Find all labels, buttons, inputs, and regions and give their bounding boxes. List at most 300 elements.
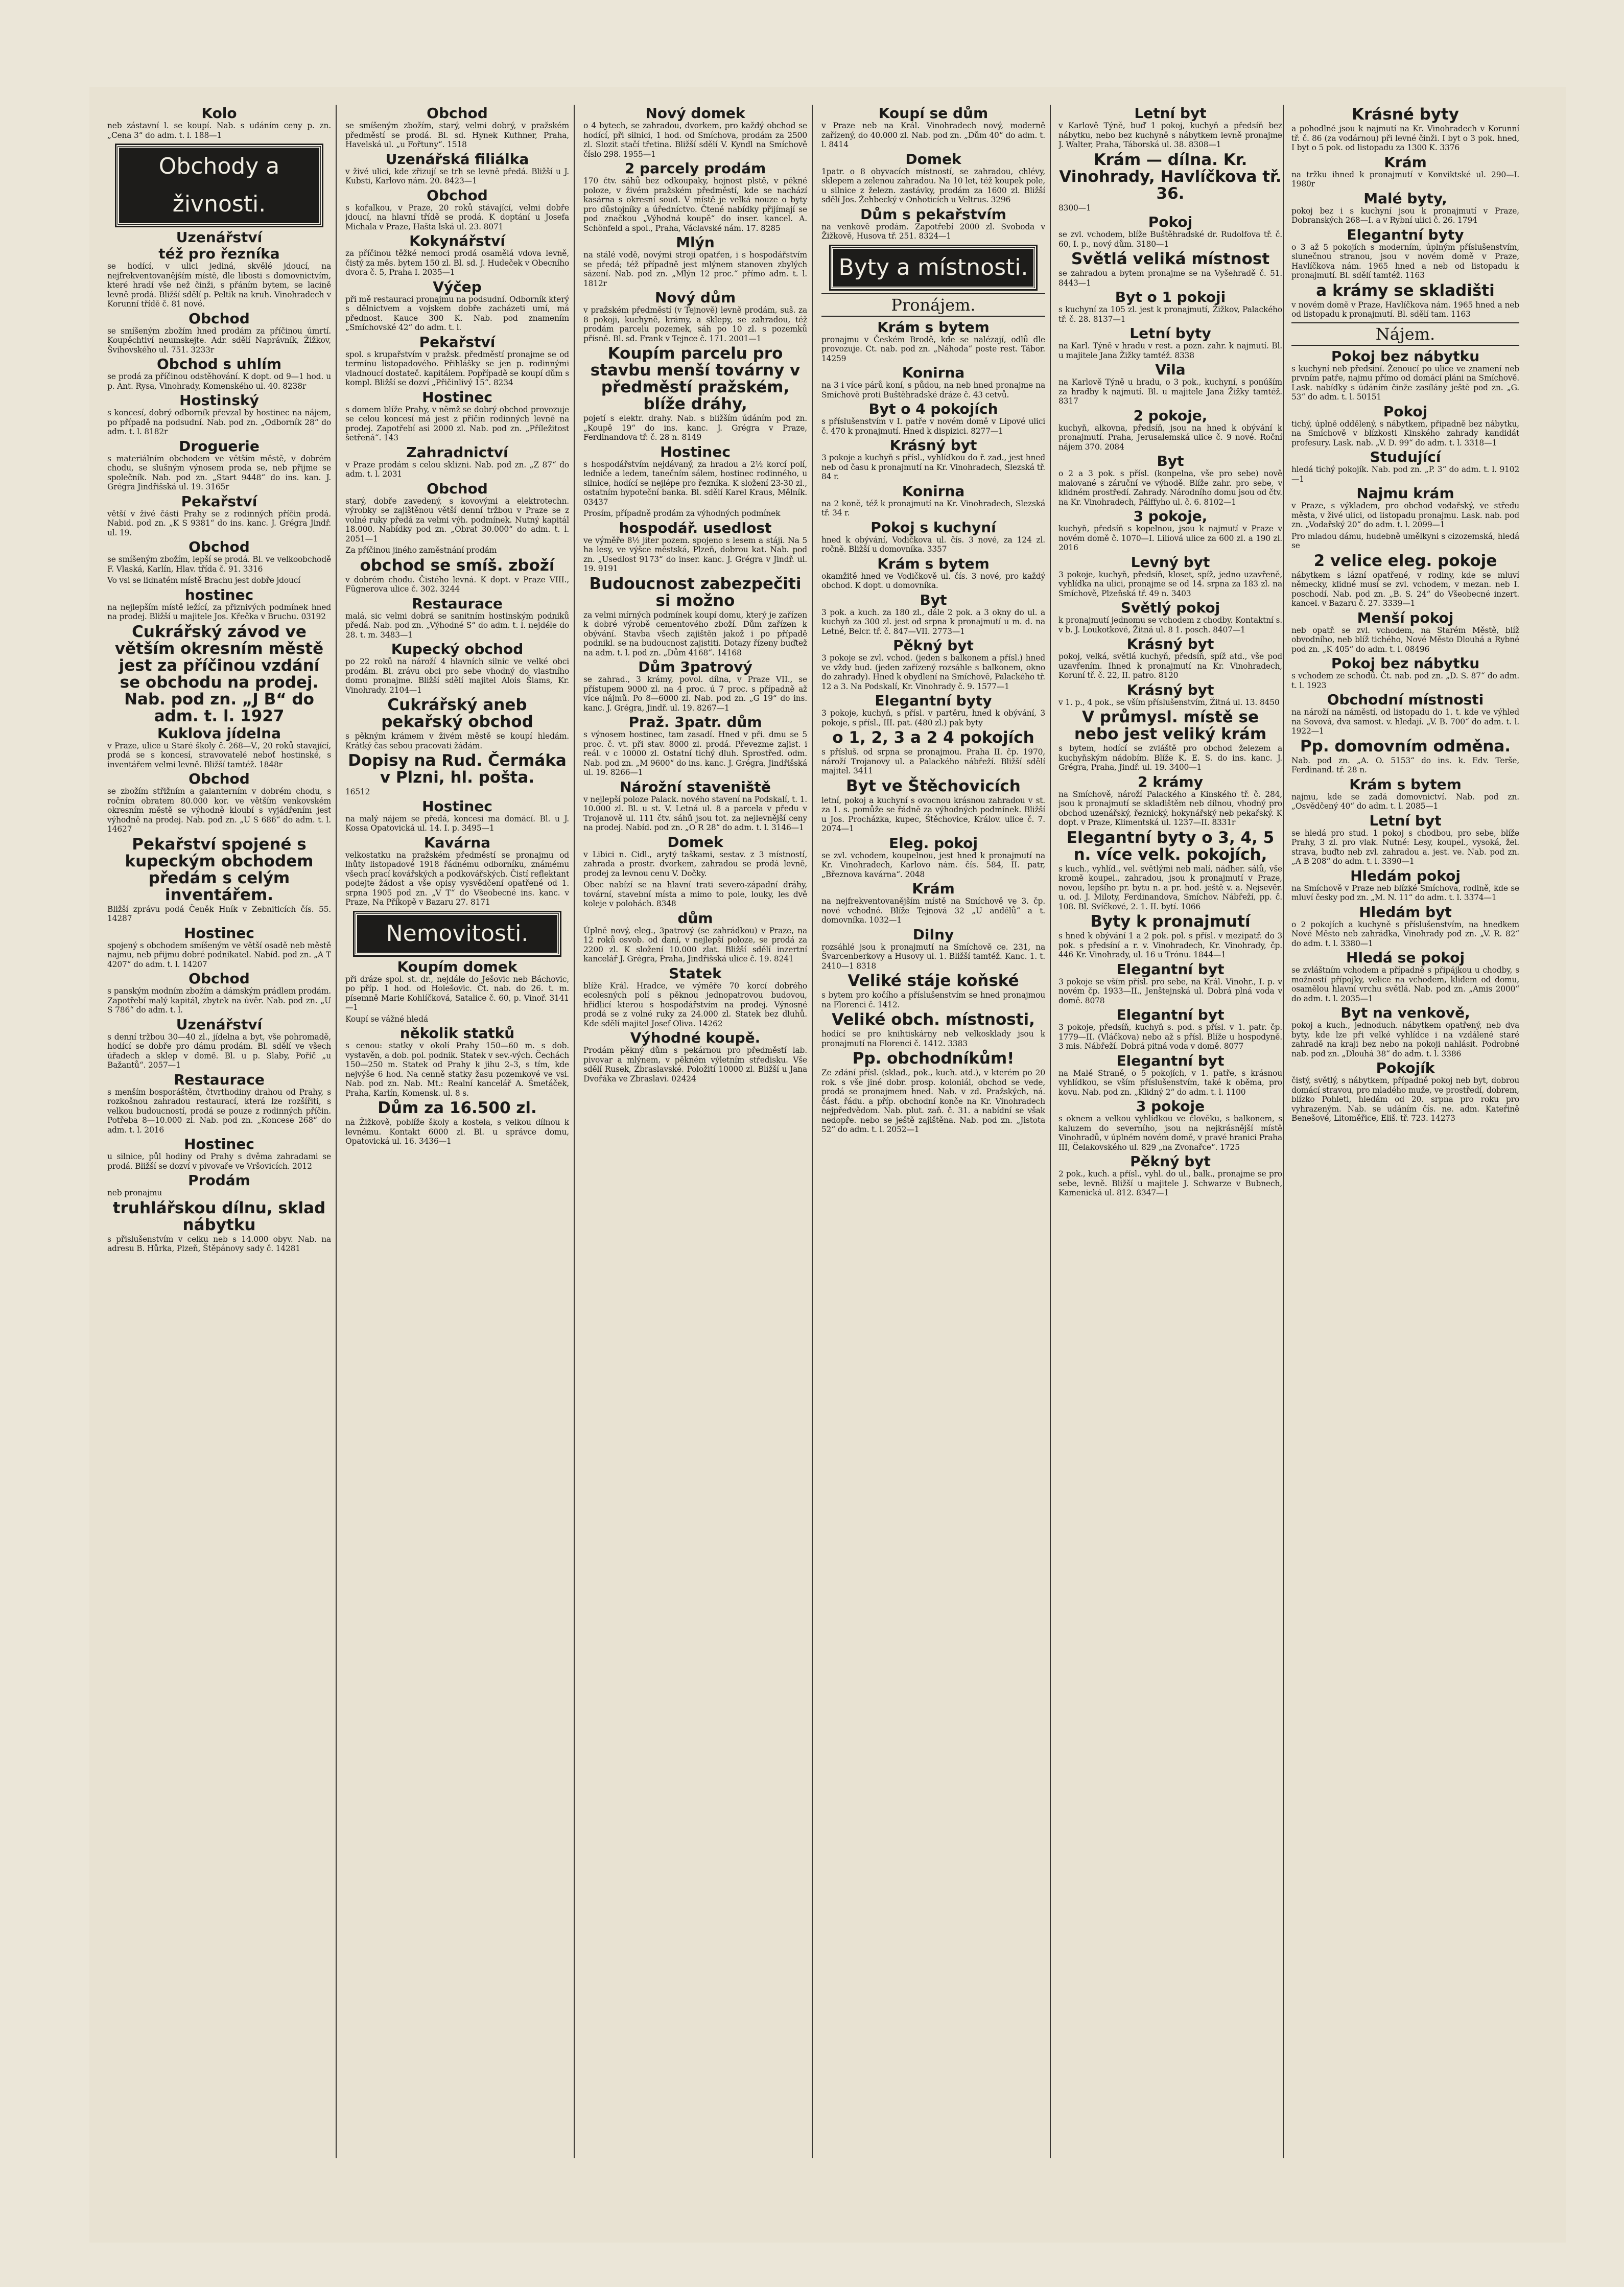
ad-heading: Obchod xyxy=(427,186,488,204)
classified-ad xyxy=(821,402,1045,436)
ad-text: Koupí se vážné hledá xyxy=(345,1014,428,1024)
classified-ad xyxy=(107,494,331,538)
ad-text: s výnosem hostinec, tam zasadí. Hned v při. dmu se 5 proc. č. vt. při stav. 8000 zl. prodá. Převezme zajist. i reál. v c 10000 zl. Ostatní tichý dluh. Sprostřed. odm. Nab. pod zn. „M 9600“ do ins. kanc. J. Grégra, Jindřišská ul. 19. 8266—1 xyxy=(583,730,807,777)
ad-text: pokoj bez i s kuchyní jsou k pronajmutí v Praze, Dobranských 268—I. a v Rybní ulici č. 26. 1794 xyxy=(1291,206,1519,225)
ad-heading: Letní byty xyxy=(1129,325,1211,342)
classified-ad xyxy=(1291,227,1519,280)
ad-heading: Konirna xyxy=(902,482,965,500)
ad-text: při mě restauraci pronajmu na podsudní. Odborník který s dělnictvem a vojskem dobře zacházeti umí, má přednost. Kauce 300 K. Nab. pod znamením „Smíchovské 42“ do adm. t. l. xyxy=(345,294,569,332)
ad-heading-large: Krásné byty xyxy=(1352,105,1459,124)
ad-text: se smíšeným zbožím, lepší se prodá. Bl. ve velkoobchodě F. Vlaská, Karlín, Hlav. třída č. 91. 3316 xyxy=(107,555,331,574)
ad-text: hodící se pro knihtiskárny neb velkosklady jsou k pronajmutí na Florenci č. 1412. 3383 xyxy=(821,1029,1045,1048)
classified-ad xyxy=(345,557,569,594)
ad-text: k pronajmutí jednomu se vchodem z chodby. Kontaktní s. v b. J. Loukotkové, Žitná ul. 8 1. posch. 8407—1 xyxy=(1058,616,1282,634)
classified-ad xyxy=(1058,913,1282,960)
classified-ad xyxy=(1291,813,1519,866)
classified-ad xyxy=(1291,950,1519,1003)
classified-ad xyxy=(583,521,807,574)
ad-text: u silnice, půl hodiny od Prahy s dvěma zahradami se prodá. Bližší se dozví v pivovaře ve Vršovicích. 2012 xyxy=(107,1152,331,1171)
ad-heading: 3 pokoje xyxy=(1136,1098,1205,1115)
ad-text: se zahradou a bytem pronajme se na Vyšehradě č. 51. 8443—1 xyxy=(1058,269,1282,288)
ad-text: s panským modním zbožím a dámským prádlem prodám. Zapotřebí malý kapitál, zbytek na úvěr. Nab. pod zn. „U S 786“ do adm. t. l. xyxy=(107,986,331,1015)
classified-ad xyxy=(1291,692,1519,736)
classified-ad xyxy=(821,881,1045,925)
ad-text: za příčinou těžké nemoci prodá osamělá vdova levně, čistý za měs. bytem 150 zl. Bl. sd. J. Hudeček v Obecního dvora č. 5, Praha I. 2035—1 xyxy=(345,249,569,277)
ad-heading: Pokoj bez nábytku xyxy=(1331,655,1480,672)
classified-ad xyxy=(821,106,1045,150)
ad-heading: Výhodné koupě. xyxy=(630,1029,761,1046)
classified-ad xyxy=(1058,636,1282,680)
ad-text: při dráze spol. st. dr., nejdále do Ješovic neb Báchovic, po příp. 1 hod. od Holešovic. Čt. nab. do 26. t. m. písemně Marie Kohlíčková, Satalice č. 60, p. Vinoř. 3141—1 xyxy=(345,974,569,1012)
ad-text: spojený s obchodem smíšeným ve větší osadě neb městě najmu, neb přijmu dobré podnikatel. Nabíd. pod zn. „A T 4207“ do adm. t. l. 14207 xyxy=(107,940,331,969)
ad-text: neb pronajmu xyxy=(107,1188,162,1197)
classified-ad xyxy=(1291,106,1519,153)
classified-ad xyxy=(1058,362,1282,406)
classified-ad xyxy=(107,587,331,622)
classified-ad xyxy=(345,546,569,555)
ad-text: v Praze prodám s celou sklizni. Nab. pod zn. „Z 87“ do adm. t. l. 2031 xyxy=(345,460,569,479)
column-rule xyxy=(812,105,813,2158)
classified-ad xyxy=(1058,408,1282,452)
ad-text: s vchodem ze schodů. Čt. nab. pod zn. „D. S. 87“ do adm. t. l. 1923 xyxy=(1291,671,1519,690)
classified-ad xyxy=(1058,290,1282,324)
ad-text: na 3 i více párů koní, s půdou, na neb hned pronajme na Smíchově proti Buštěhradské dráze č. 43 cetvů. xyxy=(821,381,1045,399)
ad-text: Nab. pod zn. „A. O. 5153“ do ins. k. Edv. Terše, Ferdinand. tř. 28 n. xyxy=(1291,756,1519,774)
ad-text: malá, sic velmi dobrá se sanitním hostinským podniků předá. Nab. pod zn. „Výhodné S“ do adm. t. l. nejdéle do 28. t. m. 3483—1 xyxy=(345,611,569,640)
ad-heading: Byt xyxy=(1157,453,1184,469)
ad-column-3 xyxy=(583,105,807,2174)
ad-heading: 2 parcely prodám xyxy=(624,160,766,177)
ad-heading: Kokynářství xyxy=(409,232,505,249)
classified-ad xyxy=(345,106,569,150)
ad-heading: Konirna xyxy=(902,364,965,381)
classified-ad xyxy=(345,959,569,1012)
ad-heading: Hledám pokoj xyxy=(1350,867,1461,884)
ad-heading: Kupecký obchod xyxy=(391,641,524,657)
ad-heading: Byt o 4 pokojích xyxy=(868,400,998,417)
ad-heading: 2 krámy xyxy=(1138,773,1203,790)
ad-heading: Obchod xyxy=(189,970,250,987)
ad-heading: Zahradnictví xyxy=(406,443,508,461)
ad-text: v živé ulici, kde zřizují se trh se levně předá. Bližší u J. Kubsti, Karlovo nám. 20. 8423—1 xyxy=(345,167,569,185)
ad-heading-large: Byty k pronajmutí xyxy=(1090,912,1251,931)
ad-text: ve výměře 8½ jiter pozem. spojeno s lesem a stáji. Na 5 ha lesy, ve výšce městská, Plzeň, dobrou kat. Nab. pod zn. „Usedlost 9173“ do inser. kanc. J. Grégra v Jindř. ul. 19. 9191 xyxy=(583,535,807,573)
classified-ad xyxy=(107,1137,331,1171)
classified-ad xyxy=(107,1017,331,1070)
classified-ad xyxy=(1291,486,1519,530)
ad-text: o 4 bytech, se zahradou, dvorkem, pro každý obchod se hodící, při silnici, 1 hod. od Smíchova, prodám za 2500 zl. Slozit stačí třetina. Bližší sdělí V. Kyndl na Smíchově číslo 298. 1955—1 xyxy=(583,121,807,159)
ad-text: s přislušenstvím v celku neb s 14.000 obyv. Nab. na adresu B. Hůrka, Plzeň, Štěpánovy sady č. 14281 xyxy=(107,1234,331,1253)
ad-text: v Karlově Týně, buď 1 pokoj, kuchyň a předsíň bez nábytku, nebo bez kuchyně s nábytkem levně pronajme J. Walter, Praha, Táborská ul. 38. 8308—1 xyxy=(1058,121,1282,149)
classified-ad xyxy=(821,520,1045,554)
ad-heading: Krásný byt xyxy=(1126,681,1214,698)
ad-heading: Nárožní staveniště xyxy=(620,778,771,795)
ad-heading: Elegantní byt xyxy=(1116,960,1225,978)
ad-text: Obec nabízí se na hlavní trati severo-západní dráhy, tovární, stavební místa a mimo to pole, louky, les dvě koleje v polohách. 8348 xyxy=(583,880,807,908)
classified-ad xyxy=(1058,1154,1282,1198)
classified-ad xyxy=(821,593,1045,636)
ad-heading: Elegantní byty xyxy=(875,692,992,709)
ad-text: se zvláštním vchodem a případně s připájkou u chodby, s možností přípojky, velice na vchodem, klidem od domu, osamělou hlavní vrchu světlá. Nab. pod zn. „Amis 2000“ do adm. t. l. 2035—1 xyxy=(1291,965,1519,1003)
ad-text: v Praze, ulice u Staré školy č. 268—V., 20 roků stavající, prodá se s koncesí, stravovatelé neboť hostinské, s inventářem velmi levně. Bližší tamtéž. 1848r xyxy=(107,741,331,769)
ad-heading-large: Elegantní byty o 3, 4, 5 n. více velk. pokojích, xyxy=(1066,828,1275,864)
ad-text: s koncesí, dobrý odborník převzal by hostinec na nájem, po případě na podsudní. Nab. pod zn. „Odborník 28“ do adm. t. l. 8182r xyxy=(107,408,331,436)
classified-ad xyxy=(345,390,569,443)
classified-ad xyxy=(107,624,331,725)
ad-heading-large: Pekařství spojené s kupeckým obchodem předám s celým inventářem. xyxy=(125,835,314,904)
classified-ad xyxy=(1058,152,1282,213)
ad-heading: Mlýn xyxy=(676,234,715,251)
classified-ad xyxy=(345,188,569,232)
ad-heading: Uzenářská filiálka xyxy=(385,150,529,168)
classified-ad xyxy=(107,230,331,309)
ad-heading-large: a krámy se skladišti xyxy=(1316,281,1495,300)
ad-heading-large: Budoucnost zabezpečiti si možno xyxy=(589,574,802,610)
ad-text: s denní tržbou 30—40 zl., jídelna a byt, vše pohromadě, hodící se dobře pro dámu prodám. Bl. sdělí ve všech úřadech a sklep v domě. Bl. u p. Slaby, Poříč „u Bažantů“. 2057—1 xyxy=(107,1032,331,1070)
classified-ad xyxy=(345,642,569,695)
ad-column-5 xyxy=(1058,105,1282,2174)
classified-ad xyxy=(583,576,807,658)
ad-column-6 xyxy=(1291,105,1519,2174)
ad-heading: Elegantní byt xyxy=(1116,1006,1225,1023)
ad-heading: Obchod xyxy=(427,480,488,497)
ad-heading: hostinec xyxy=(184,586,254,603)
ad-heading: Hledá se pokoj xyxy=(1346,949,1465,966)
ad-text: v Praze neb na Král. Vinohradech nový, moderně zařízený, do 40.000 zl. Nab. pod zn. „Dům 40“ do adm. t. l. 8414 xyxy=(821,121,1045,149)
ad-heading: Krám xyxy=(1384,153,1427,171)
ad-heading: Krásný byt xyxy=(889,437,977,454)
ad-heading: Obchod xyxy=(427,105,488,122)
classified-ad xyxy=(821,293,1045,317)
ad-text: 8300—1 xyxy=(1058,203,1091,213)
ad-text: hned k obývání, Vodičkova ul. čís. 3 nové, za 124 zl. ročně. Bližší u domovníka. 3357 xyxy=(821,535,1045,554)
classified-ad xyxy=(345,752,569,797)
classified-ad xyxy=(1291,404,1519,448)
ad-text: na stálé vodě, novými stroji opatřen, i s hospodářstvím se předá; též případně jest mlýnem stanoven zbylých sázení. Nab. pod zn. „Mlýn 12 proc.“ přímo adm. t. l. 1812r xyxy=(583,250,807,288)
ad-heading: Levný byt xyxy=(1131,553,1210,571)
classified-ad xyxy=(1058,509,1282,553)
ad-text: v Libici n. Cidl., arytý taškami, sestav. z 3 místností, zahrada a prostr. dvorkem, zahradou se prodá levně, prodej za levnou cenu V. Dočky. xyxy=(583,850,807,878)
ad-column-1 xyxy=(107,105,331,2174)
classified-ad xyxy=(345,697,569,750)
ad-heading-large: Byt ve Štěchovicích xyxy=(846,776,1021,795)
ad-text: se zvl. vchodem, blíže Buštěhradské dr. Rudolfova tř. č. 60, I. p., nový dům. 3180—1 xyxy=(1058,230,1282,249)
ad-text: rozsáhlé jsou k pronajmutí na Smíchově ce. 231, na Švarcenberkovy a Husovy ul. 1. Bližší tamtéž. Kanc. 1. t. 2410—1 8318 xyxy=(821,942,1045,971)
ad-heading: Malé byty, xyxy=(1363,190,1447,207)
ad-heading: Restaurace xyxy=(174,1071,265,1088)
classified-ad xyxy=(1058,682,1282,708)
ad-text: na Karl. Týně v hradu v rest. a pozn. zahr. k najmutí. Bl. u majitele Jana Žižky tamtéž. 8338 xyxy=(1058,341,1282,360)
ad-text: letní, pokoj a kuchyní s ovocnou krásnou zahradou v st. za 1. s. pomůže se řádně za výhodných podmínek. Bližší u Jos. Procházka, kupec, Štěchovice, Králov. ulice č. 7. 2074—1 xyxy=(821,795,1045,833)
ad-text: na Smíchově v Praze neb blízké Smíchova, rodině, kde se mluví česky pod zn. „M. N. 11“ do adm. t. l. 3374—1 xyxy=(1291,883,1519,902)
classified-ad xyxy=(1291,1060,1519,1123)
ad-heading: Byt o 1 pokoji xyxy=(1115,289,1226,305)
ad-heading: Praž. 3patr. dům xyxy=(628,714,762,730)
section-subheading: Pronájem. xyxy=(821,293,1045,317)
ad-text: o 2 a 3 pok. s přísl. (konpelna, vše pro sebe) nově malované s záruční ve výhodě. Blíže zahr. pro sebe, v klidném prostředí. Zahrady. Národního domu jsou od čtv. na Kr. Vinohradech, Pálffyho ul. č. 6. 8102—1 xyxy=(1058,469,1282,507)
ad-heading: hospodář. usedlost xyxy=(619,519,772,536)
classified-ad xyxy=(1058,709,1282,772)
ad-text: v 1. p., 4 pok., se vším příslušenstvím, Žitná ul. 13. 8450 xyxy=(1058,697,1280,707)
ad-heading: Pekařství xyxy=(419,333,496,350)
classified-ad xyxy=(821,693,1045,727)
ad-text: Prodám pěkný dům s pekárnou pro předměstí lab. pivovar a mlýnem, v pěkném výletním středisku. Vše sdělí Rusek, Zbraslavské. Položití 10000 zl. Bližší u Jana Dvořáka ve Zbraslavi. 02424 xyxy=(583,1046,807,1083)
ad-heading-large: Cukrářský závod ve větším okresním městě jest za příčinou vzdání se obchodu na prodej. Nab. pod zn. „J B“ do adm. t. l. 1927 xyxy=(114,622,324,725)
ad-text: se hledá pro stud. 1 pokoj s chodbou, pro sebe, blíže Prahy, 3 zl. pro vlak. Nutné: Lesy, koupel., vysoká, žel. strava, buďto neb zvl. zahradou a. jest. ve. Nab. pod zn. „A B 208“ do adm. t. l. 3390—1 xyxy=(1291,828,1519,866)
classified-ad xyxy=(1291,553,1519,608)
ad-text: pokoj, velká, světlá kuchyň, předsíň, spíž atd., vše pod uzavřením. Ihned k pronajmutí na Kr. Vinohradech, Koruní tř. č. 22, II. patro. 8120 xyxy=(1058,652,1282,680)
classified-ad xyxy=(1291,610,1519,654)
classified-ad xyxy=(1058,555,1282,599)
ad-heading-large: Dům za 16.500 zl. xyxy=(378,1099,537,1117)
classified-ad xyxy=(107,1072,331,1135)
classified-ad xyxy=(1058,1099,1282,1152)
ad-text: s kuchyní neb předsíní. Ženoucí po ulice ve znamení neb prvním patře, najmu přímo od domácí pláni na Smíchově. Lask. nabídky s údáním činže zasílány ještě pod zn. „G. 53“ do adm. t. l. 50151 xyxy=(1291,364,1519,402)
ad-text: starý, dobře zavedený, s kovovými a elektrotechn. výrobky se zajištěnou větší denní tržbou v Praze se z volné ruky předá za velmi výh. podmínek. Nutný kapitál 18.000. Nabídky pod zn. „Obrat 30.000“ do adm. t. l. 2051—1 xyxy=(345,496,569,544)
ad-text: Ze zdání přísl. (sklad., pok., kuch. atd.), v kterém po 20 rok. s vše jiné dobr. prosp. koloniál, obchod se vede, prodá se pronajmem hned. Nab. v zd. Pražských, ná. část. řádu. a příp. obchodní konče na Kr. Vinohradech nejpředvědom. Nab. plut. zaň. č. 31. a nabídní se však nedopře. nebo se ještě zajištěna. Nab. pod zn. „Jistota 52“ do adm. t. l. 2052—1 xyxy=(821,1068,1045,1134)
ad-text: na malý nájem se předá, koncesi ma domácí. Bl. u J. Kossa Opatovická ul. 14. I. p. 3495—1 xyxy=(345,814,569,833)
ad-text: neb opatř. se zvl. vchodem, na Starém Městě, blíž obvodního, neb blíž tichého, Nové Město Dlouhá a Rybné pod zn. „K 405“ do adm. t. l. 08496 xyxy=(1291,625,1519,654)
classified-ad xyxy=(583,235,807,288)
ad-heading: Uzenářství xyxy=(176,1016,263,1033)
ad-text: v pražském předměstí (v Tejnově) levně prodám, suš. za 8 pokoji, kuchyně, krámy, a sklepy, se zahradou, též prodám parcelu pozemek, sáh po 10 zl. s pozemků přísně. Bl. sd. Frank v Tejnce č. 171. 2001—1 xyxy=(583,305,807,343)
ad-text: se smíšeným zbožím hned prodám za příčinou úmrtí. Koupěchtiví neumskejte. Adr. sdělí Naprávník, Žižkov, Švihovského ul. 751. 3233r xyxy=(107,326,331,355)
classified-ad xyxy=(345,445,569,479)
classified-ad xyxy=(583,345,807,442)
classified-ad xyxy=(1058,1007,1282,1051)
ad-heading-large: V průmysl. místě se nebo jest veliký krám xyxy=(1074,708,1267,743)
classified-ad xyxy=(107,145,331,226)
ad-heading: Pokojík xyxy=(1376,1059,1435,1076)
ad-text: Vo vsi se lidnatém místě Brachu jest dobře jdoucí xyxy=(107,576,300,585)
ad-heading: též pro řezníka xyxy=(158,245,280,262)
ad-text: s cenou: statky v okolí Prahy 150—60 m. s dob. vystavěn, a dob. pol. podnik. Statek v sev.-vých. Čechách 150—250 m. Statek od Prahy k jihu 2–3, s tím, kde nejvýše 6 hod. Na cenně statky žasu pozemkové ve vsi. Nab. pod zn. Nab. Mt.: Realní kancelář A. Šmetáček, Praha, Karlín, Komensk. ul. 8 s. xyxy=(345,1041,569,1098)
classified-ad xyxy=(821,973,1045,1009)
ad-text: s kuchyní za 105 zl. jest k pronajmutí, Žižkov, Palackého tř. č. 28. 8137—1 xyxy=(1058,305,1282,324)
ad-text: kuchyň, alkovna, předsíň, jsou na hned k obývání k pronajmutí. Praha, Jerusalemská ulice č. 9 nové. Roční nájem 370. 2084 xyxy=(1058,423,1282,452)
classified-ad xyxy=(107,971,331,1015)
classified-ad xyxy=(583,966,807,1029)
ad-text: po 22 roků na nároží 4 hlavních silnic ve velké obci prodám. Bl. zrávu obci pro sebe vhodný do vlastního domu pronajme. Bližší sdělí majitel Alois Šlams, Kr. Vinohrady. 2104—1 xyxy=(345,657,569,695)
ad-text: v novém domě v Praze, Havlíčkova nám. 1965 hned a neb od listopadu k pronajmutí. Bl. sdělí tam. 1163 xyxy=(1291,300,1519,319)
ad-heading: Hostinec xyxy=(184,924,254,941)
ad-text: za velmi mírných podmínek koupí domu, který je zařízen k dobré výrobě cementového zboží. Dům zařízen k obývání. Stavba všech zajištěn jakož i po případě podnikl. se na budoucnost zajistiti. Dotazy řízeny buďtež na adm. t. l. pod zn. „Dům 4168“. 14168 xyxy=(583,610,807,657)
classified-ad xyxy=(107,836,331,924)
classified-ad xyxy=(821,438,1045,482)
classified-ad xyxy=(583,880,807,909)
ad-heading: 3 pokoje, xyxy=(1133,508,1208,525)
classified-ad xyxy=(1058,830,1282,912)
classified-ad xyxy=(1058,962,1282,1006)
ad-text: na venkově prodám. Zapotřebí 2000 zl. Svoboda v Žižkově, Husova tř. 251. 8324—1 xyxy=(821,222,1045,241)
ad-heading: Hostinský xyxy=(179,392,259,409)
ad-heading: Kavárna xyxy=(423,834,491,851)
ad-heading-large: Veliké obch. místnosti, xyxy=(832,1010,1035,1029)
ad-heading-large: Světlá veliká místnost xyxy=(1071,250,1270,268)
ad-heading: dům xyxy=(677,909,713,927)
classified-ad xyxy=(1291,1005,1519,1058)
classified-ad xyxy=(1291,532,1519,551)
ad-text: Bližší zprávu podá Čeněk Hník v Zebniticích čís. 55. 14287 xyxy=(107,904,331,923)
ad-heading-large: Koupím parcelu pro stavbu menší továrny v předměstí pražském, blíže dráhy, xyxy=(590,344,801,413)
ad-text: Pro mladou dámu, hudebně umělkyni s cizozemská, hledá se xyxy=(1291,531,1519,550)
ad-heading: Obchod xyxy=(189,538,250,555)
ad-heading-large: Krám — dílna. Kr. Vinohrady, Havlíčkova tř. 36. xyxy=(1059,150,1282,203)
ad-text: o 2 pokojích a kuchyně s příslušenstvím, na hnedkem Nové Město neb zahrádka, Vinohrady pod zn. „V. R. 82“ do adm. t. l. 3380—1 xyxy=(1291,919,1519,948)
ad-heading: Byt xyxy=(920,591,947,608)
classified-ad xyxy=(821,320,1045,364)
ad-text: a pohodlné jsou k najmutí na Kr. Vinohradech v Korunní tř. č. 86 (za vodárnou) při levné činži. I byt o 3 pok. hned, I byt o 5 pok. od listopadu za 1300 K. 3376 xyxy=(1291,124,1519,152)
classified-ad xyxy=(583,509,807,518)
ad-text: na Malé Straně, o 5 pokojích, v 1. patře, s krásnou vyhlídkou, se vším příslušenstvím, také k oběma, pro kovu. Nab. pod zn. „Klidný 2“ do adm. t. l. 1100 xyxy=(1058,1068,1282,1097)
ad-heading: Dilny xyxy=(912,926,954,943)
ad-heading: Elegantní byty xyxy=(1347,226,1464,243)
ad-heading: Pěkný byt xyxy=(1130,1153,1211,1170)
ad-heading: Obchod s uhlím xyxy=(156,356,282,372)
classified-ad xyxy=(1058,600,1282,634)
ad-text: 3 pokoje, kuchyň, předsíň, kloset, spíž, jedno uzavřeně, vyhlídka na ulici, pronajme se od 14. srpna za 183 zl. na Smíchově, Plzeňská tř. 49 n. 3403 xyxy=(1058,570,1282,598)
ad-heading: Kolo xyxy=(201,105,237,122)
ad-heading: Pokoj xyxy=(1383,403,1428,420)
ad-heading: Uzenářství xyxy=(176,229,263,246)
classified-ad xyxy=(1291,450,1519,484)
ad-heading: Pokoj bez nábytku xyxy=(1331,347,1480,365)
ad-text: blíže Král. Hradce, ve výměře 70 korcí dobrého ecolesných polí s pěknou jednopatrovou budovou, hřídlicí kterou s hospodářstvím na prodej. Výnosné prodá se z volné ruky za 24.000 zl. Statek bez dluhů. Kde sdělí majitel Josef Oliva. 14262 xyxy=(583,981,807,1028)
ad-heading: Prodám xyxy=(188,1172,250,1189)
ad-text: pojetí s elektr. drahy. Nab. s bližším údáním pod zn. „Koupě 19“ do ins. kanc. J. Grégra v Praze, Ferdinandova tř. č. 28 n. 8149 xyxy=(583,414,807,442)
column-rule xyxy=(336,105,337,2158)
ad-text: s přísluš. od srpna se pronajmou. Praha II. čp. 1970, nároží Trojanovy ul. a Palackého nábřeží. Bližší sdělí majitel. 3411 xyxy=(821,747,1045,775)
classified-ad xyxy=(345,233,569,277)
classified-ad xyxy=(821,152,1045,205)
ad-text: Prosím, případně prodám za výhodných podmínek xyxy=(583,509,781,518)
ad-heading: Výčep xyxy=(433,278,482,295)
classified-ad xyxy=(583,106,807,159)
classified-ad xyxy=(345,912,569,955)
classified-ad xyxy=(345,1100,569,1146)
classified-ad xyxy=(583,161,807,233)
ad-heading: Letní byt xyxy=(1369,812,1442,829)
ad-text: spol. s krupařstvím v pražsk. předměstí pronajme se od termínu listopadového. Přihlášky se jen p. rodinnými vladnoucí dostateč. kapitálem. Popřípadě se koupí dům s kompl. Bližší se dozví „Přičinlivý 15“. 8234 xyxy=(345,349,569,387)
ad-heading-large: Veliké stáje koňské xyxy=(848,972,1019,990)
ad-text: se zbožím střižním a galanterním v dobrém chodu, s ročním obratem 80.000 kor. ve větším venkovském okresním městě se výhodně kloubí s vyjádřením jest výhodně na prodej. Nab. pod zn. „U S 686“ do adm. t. l. 14627 xyxy=(107,787,331,834)
ad-text: s kořalkou, v Praze, 20 roků stávající, velmi dobře jdoucí, na hlavní třídě se prodá. K doptání u Josefa Michala v Praze, Hašta lská ul. 23. 8071 xyxy=(345,203,569,231)
classified-ad xyxy=(821,729,1045,776)
ad-heading: Krám s bytem xyxy=(877,555,990,572)
classified-ad xyxy=(345,481,569,544)
ad-heading: Obchod xyxy=(189,310,250,327)
ad-heading: Najmu krám xyxy=(1356,485,1454,502)
classified-ad xyxy=(1291,191,1519,225)
classified-ad xyxy=(821,207,1045,241)
classified-ad xyxy=(821,365,1045,399)
ad-text: s kuch., vyhlíd., vel. světlými neb malí, nádher. sálů, vše kromě koupel., zahradou, jsou k pronajmutí v Praze, novou, lepšího pr. bytu n. a pr. hod. ještě v. a. Nejsevěr. u. od. J. Miloty, Ferdinandova, Smíchov. Nábřeží, pp. č. 108. Bl. Svíčkové, 2. 1. II. bytí. 1066 xyxy=(1058,864,1282,911)
classified-ad xyxy=(107,576,331,585)
ad-text: s hospodářstvím nejdávaný, za hradou a 2½ korcí polí, ledniče a ledem, tanečním sálem, hostinec rodinného, u silnice, hodící se nejlépe pro řezníka. K složení 23-30 zl., ostatním hypoteční banka. Bl. sdělí Karel Kraus, Mělník. 03437 xyxy=(583,459,807,507)
classified-ad xyxy=(1291,322,1519,346)
classified-ad xyxy=(1058,326,1282,360)
ad-text: s materiálním obchodem ve větším městě, v dobrém chodu, se slušným výnosem proda se, neb přijme se společník. Nab. pod zn. „Start 9448“ do ins. kan. J. Grégra Jindřišská ul. 19. 3165r xyxy=(107,454,331,491)
classified-ad xyxy=(107,1200,331,1254)
column-rule xyxy=(1283,105,1284,2158)
classified-ad xyxy=(821,556,1045,591)
classified-ad xyxy=(583,659,807,713)
ad-text: 3 pokoje, kuchyň, s přísl. v partěru, hned k obývání, 3 pokoje, s přísl., III. pat. (480 zl.) pak byty xyxy=(821,709,1045,727)
section-banner: Nemovitosti. xyxy=(355,912,560,955)
ad-heading: Vila xyxy=(1155,361,1186,378)
ad-text: se smíšeným zbožím, starý, velmi dobrý, v pražském předměstí se prodá. Bl. sd. Hynek Kuthner, Praha, Havelská ul. „u Fořtuny“. 1518 xyxy=(345,121,569,149)
classified-ad xyxy=(583,780,807,833)
ad-heading: Hostinec xyxy=(422,388,492,406)
classified-ad xyxy=(345,596,569,640)
classified-ad xyxy=(1058,1053,1282,1097)
ad-text: na tržku ihned k pronajmutí v Konviktské ul. 290—I. 1980r xyxy=(1291,170,1519,188)
ad-text: s bytem pro kočího a příslušenstvím se hned pronajmou na Florenci č. 1412. xyxy=(821,991,1045,1009)
ad-heading: Droguerie xyxy=(179,437,260,455)
classified-ad xyxy=(1291,349,1519,402)
ad-text: 3 pokoje se vším přísl. pro sebe, na Král. Vinohr., I. p. v novém čp. 1933—II., Jenštejnská ul. Dobrá plná voda v domě. 8078 xyxy=(1058,977,1282,1005)
classified-ad xyxy=(583,835,807,879)
classified-ad xyxy=(107,357,331,391)
ad-heading-large: truhlářskou dílnu, sklad nábytku xyxy=(112,1198,326,1234)
ad-text: s pěkným krámem v živém městě se koupí hledám. Krátký čas sebou pracovati žádám. xyxy=(345,732,569,750)
ad-text: pronajmu v Českém Brodě, kde se nalézají, odlů dle provozuje. Ct. nab. pod zn. „Náhoda“ poste rest. Tábor. 14259 xyxy=(821,335,1045,363)
ad-heading-large: obchod se smíš. zboží xyxy=(360,556,555,575)
classified-ad xyxy=(583,444,807,507)
ad-text: s příslušenstvím v I. patře v novém domě v Lipové ulici č. 470 k pronajmutí. Hned k dispizici. 8277—1 xyxy=(821,417,1045,436)
classified-ad xyxy=(821,484,1045,518)
ad-heading: Obchod xyxy=(189,770,250,787)
classified-ad xyxy=(1058,106,1282,150)
ad-heading: 2 pokoje, xyxy=(1133,407,1208,424)
classified-ad xyxy=(345,1015,569,1024)
classified-ad xyxy=(1058,215,1282,249)
ad-text: nábytkem s lázní opatřené, v rodiny, kde se mluví německy, klidné musí se zvl. vchodem, v mezan. neb I. poschodí. Nab. pod zn. „B. S. 24“ do Všeobecné inzert. kancel. v Bazaru č. 27. 3339—1 xyxy=(1291,570,1519,608)
ad-heading: Krásný byt xyxy=(1126,635,1214,652)
classified-ad xyxy=(1291,905,1519,949)
ad-text: na 2 koně, též k pronajmutí na Kr. Vinohradech, Slezská tř. 34 r. xyxy=(821,499,1045,517)
classified-ad xyxy=(583,715,807,777)
classified-ad xyxy=(583,290,807,343)
ad-text: pokoj a kuch., jednoduch. nábytkem opatřený, neb dva byty, kde lze při velké vyhlídce i na vzdálené staré zahradě na kraji bez nebo na pokoji nahlásit. Podrobné nab. pod zn. „Dlouhá 38“ do adm. t. l. 3386 xyxy=(1291,1021,1519,1058)
ad-heading: Světlý pokoj xyxy=(1120,599,1220,616)
ad-text: 3 pok. a kuch. za 180 zl., dále 2 pok. a 3 okny do ul. a kuchyň za 300 zl. jest od srpna k pronajmutí u m. d. na Letné, Belcr. tř. č. 847—VII. 2773—1 xyxy=(821,607,1045,636)
classified-ad xyxy=(821,836,1045,880)
ad-heading: Pekařství xyxy=(181,492,257,510)
classified-ad xyxy=(107,771,331,834)
classified-ad xyxy=(821,1050,1045,1135)
ad-heading: Domek xyxy=(667,833,723,851)
section-subheading: Nájem. xyxy=(1291,322,1519,346)
ad-text: kuchyň, předsíň s kopelnou, jsou k najmutí v Praze v novém domě č. 1070—I. Liliová ulice za 600 zl. a 190 zl. 2016 xyxy=(1058,524,1282,552)
classified-ad xyxy=(107,1173,331,1198)
ad-text: neb zástavní l. se koupí. Nab. s udáním ceny p. zn. „Cena 3“ do adm. t. l. 188—1 xyxy=(107,121,331,140)
classified-ad xyxy=(1291,656,1519,690)
ad-heading: Hostinec xyxy=(422,797,492,815)
ad-heading: Nový dům xyxy=(654,289,736,306)
ad-heading: Krám s bytem xyxy=(877,318,990,336)
ad-heading: Elegantní byt xyxy=(1116,1052,1225,1069)
ad-heading-large: o 1, 2, 3 a 2 4 pokojích xyxy=(832,728,1034,747)
ad-text: 16512 xyxy=(345,787,370,796)
classified-ad xyxy=(583,911,807,964)
classified-ad xyxy=(1291,777,1519,811)
ad-heading: Pokoj s kuchyní xyxy=(870,518,996,536)
ad-text: 3 pokoje a kuchyň s přísl., vyhlídkou do ř. zad., jest hned neb od času k pronajmutí na Kr. Vinohradech, Slezská tř. 84 r. xyxy=(821,453,1045,481)
ad-heading: Koupím domek xyxy=(397,958,517,975)
ad-text: se zahrad., 3 krámy, povol. dílna, v Praze VII., se přístupem 9000 zl. na 4 proc. ú 7 proc. s případně až více nájmů. Po 8—6000 zl. Nab. pod zn. „G 19“ do ins. kanc. J. Grégra, Jindř. ul. 19. 8267—1 xyxy=(583,675,807,713)
classified-ad xyxy=(107,311,331,355)
